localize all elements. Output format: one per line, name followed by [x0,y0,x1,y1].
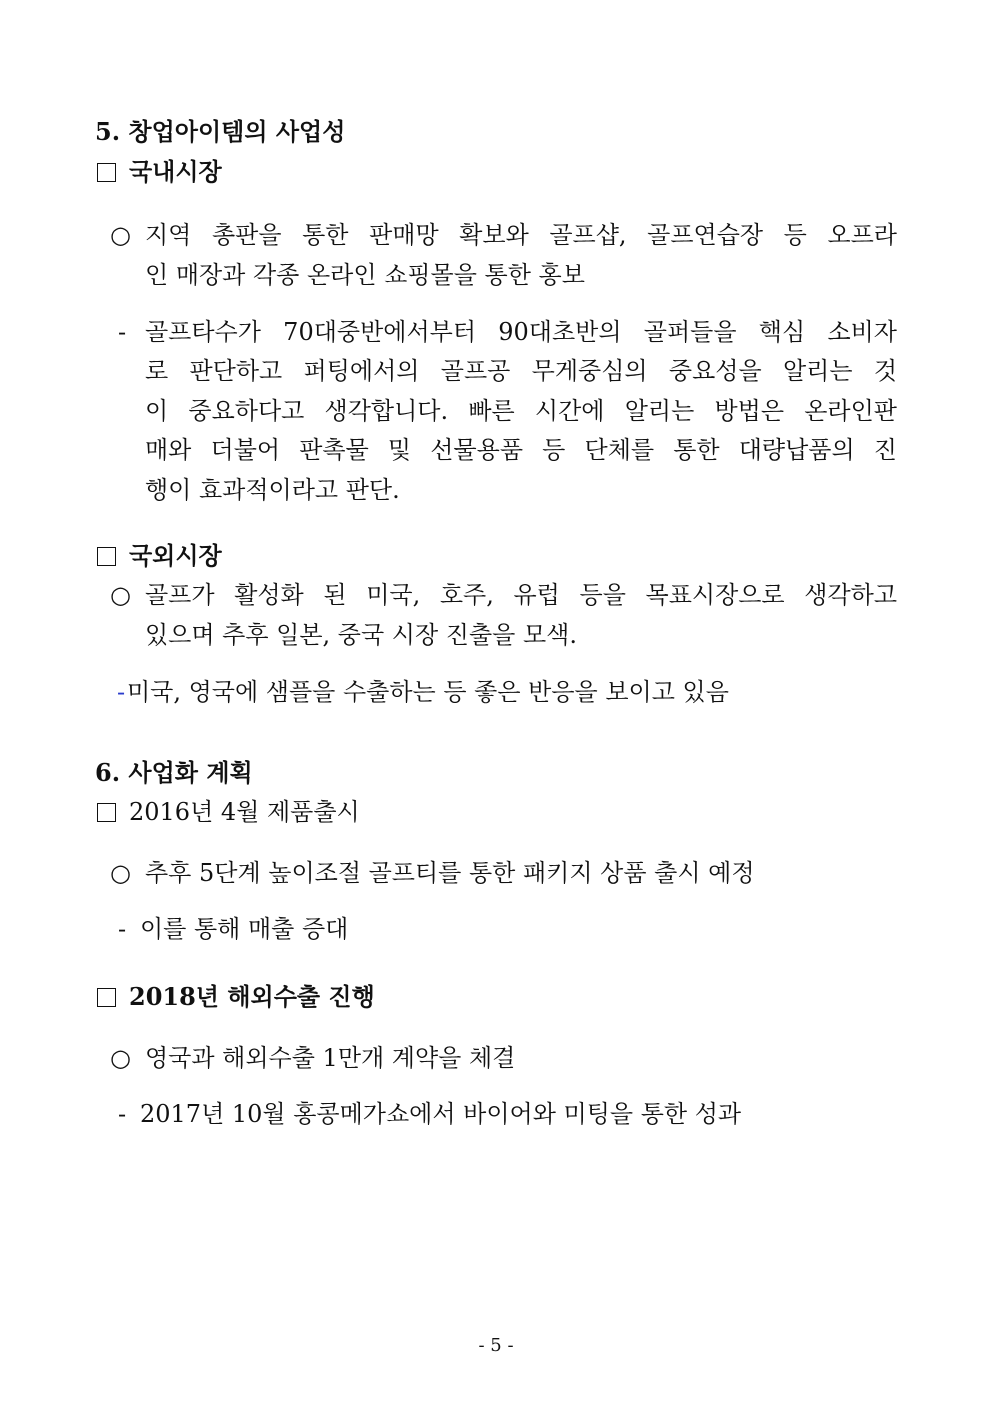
launch-bullet-text: 추후 5단계 높이조절 골프티를 통한 패키지 상품 출시 예정 [145,859,755,887]
circle-bullet-icon: ○ [110,1044,131,1072]
dash-marker: - [118,915,127,943]
section-6-heading: 6. 사업화 계획 [95,758,253,787]
circle-bullet-icon: ○ [110,859,131,887]
checkbox-square-icon [97,163,116,182]
page-number: - 5 - [478,1335,514,1356]
launch-title: 2016년 4월 제품출시 [129,798,360,826]
domestic-dash-line-1: 골프타수가 70대중반에서부터 90대초반의 골퍼들을 핵심 소비자 [145,318,897,346]
domestic-dash-line-5: 행이 효과적이라고 판단. [145,476,400,504]
export-bullet-text: 영국과 해외수출 1만개 계약을 체결 [145,1044,516,1072]
domestic-dash-line-4: 매와 더불어 판촉물 및 선물용품 등 단체를 통한 대량납품의 진 [145,436,897,464]
domestic-market-title: 국내시장 [129,157,222,186]
domestic-dash-line-3: 이 중요하다고 생각합니다. 빠른 시간에 알리는 방법은 온라인판 [145,397,897,425]
domestic-dash-line-2: 로 판단하고 퍼팅에서의 골프공 무게중심의 중요성을 알리는 것 [145,357,897,385]
export-title: 2018년 해외수출 진행 [129,982,375,1011]
dash-marker: - [118,1100,127,1128]
export-dash-text: 2017년 10월 홍콩메가쇼에서 바이어와 미팅을 통한 성과 [140,1100,742,1128]
circle-bullet-icon: ○ [110,581,131,609]
domestic-bullet-line-1: 지역 총판을 통한 판매망 확보와 골프샵, 골프연습장 등 오프라 [145,221,897,249]
circle-bullet-icon: ○ [110,221,131,249]
overseas-bullet-line-2: 있으며 추후 일본, 중국 시장 진출을 모색. [145,621,577,649]
launch-dash-text: 이를 통해 매출 증대 [140,915,349,943]
section-5-heading: 5. 창업아이템의 사업성 [95,117,346,146]
dash-marker: - [117,678,126,706]
overseas-market-title: 국외시장 [129,541,222,570]
checkbox-square-icon [97,547,116,566]
checkbox-square-icon [97,988,116,1007]
overseas-bullet-line-1: 골프가 활성화 된 미국, 호주, 유럽 등을 목표시장으로 생각하고 [145,581,897,609]
checkbox-square-icon [97,803,116,822]
dash-marker: - [118,318,127,346]
overseas-dash-text: 미국, 영국에 샘플을 수출하는 등 좋은 반응을 보이고 있음 [127,678,729,706]
domestic-bullet-line-2: 인 매장과 각종 온라인 쇼핑몰을 통한 홍보 [145,261,585,289]
